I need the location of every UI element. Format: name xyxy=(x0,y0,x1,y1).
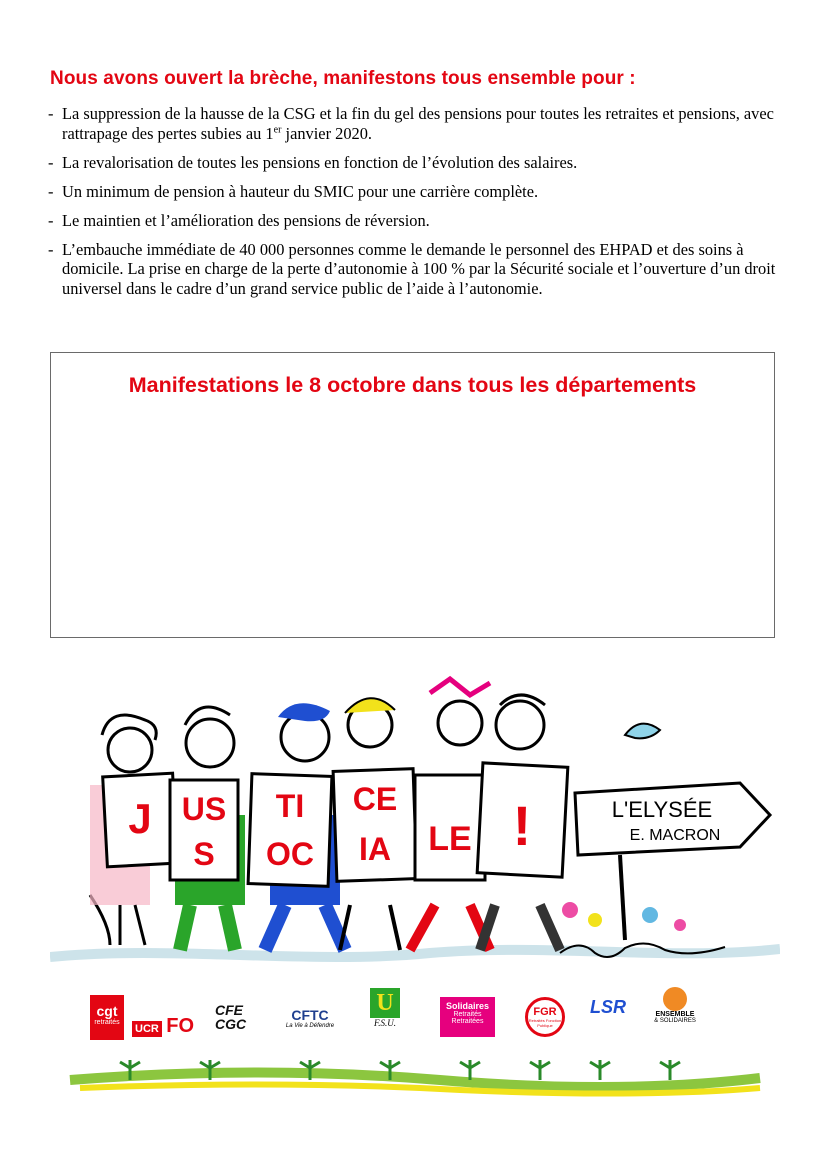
event-title: Manifestations le 8 octobre dans tous les départements xyxy=(128,373,697,397)
bullet-dash: - xyxy=(48,239,54,259)
bullet-dash: - xyxy=(48,152,54,172)
logo-text: CFTC xyxy=(291,1007,329,1023)
svg-text:CE: CE xyxy=(352,781,398,817)
sign-6 xyxy=(477,763,568,877)
demand-text: Un minimum de pension à hauteur du SMIC pour une carrière complète. xyxy=(62,181,539,201)
svg-text:LE: LE xyxy=(428,820,472,858)
svg-text:J: J xyxy=(128,795,152,842)
sign-5 xyxy=(415,775,485,880)
demand-superscript: er xyxy=(273,124,282,136)
protest-drawing xyxy=(50,665,780,985)
list-item xyxy=(48,153,788,173)
grass-decoration xyxy=(60,1040,770,1100)
event-box xyxy=(50,352,775,638)
svg-text:US: US xyxy=(181,791,227,827)
page-heading: Nous avons ouvert la brèche, manifestons tous ensemble pour : xyxy=(50,68,636,89)
logo-fgr xyxy=(525,997,565,1037)
logo-subtext: Retraités Fonction Publique xyxy=(528,1018,562,1028)
logo-text: CFE xyxy=(215,1002,243,1018)
logo-text: Solidaires xyxy=(445,1001,490,1011)
logo-subtext: retraités xyxy=(94,1019,120,1026)
elysee-signpost xyxy=(575,724,770,940)
demand-text: La suppression de la hausse de la CSG et la fin du gel des pensions pour toutes les retraites et pensions, avec rattrapage des pertes subies au 1 xyxy=(62,104,774,143)
logo-solidaires xyxy=(440,997,495,1037)
svg-text:TI: TI xyxy=(275,788,305,824)
logo-cgt xyxy=(90,995,124,1040)
svg-text:OC: OC xyxy=(266,836,314,872)
tree-icon xyxy=(663,987,687,1011)
list-item xyxy=(48,182,788,202)
demand-text: janvier 2020. xyxy=(281,123,373,143)
svg-text:IA: IA xyxy=(359,831,391,867)
bullet-dash: - xyxy=(48,210,54,230)
logo-ucr-fo xyxy=(132,1015,197,1037)
list-item xyxy=(48,104,788,143)
logo-text: LSR xyxy=(590,997,626,1017)
logo-text: U xyxy=(370,988,400,1018)
logo-text: ENSEMBLE xyxy=(655,1011,695,1018)
logo-cfe-cgc xyxy=(215,1003,270,1031)
svg-text:!: ! xyxy=(512,794,532,857)
signpost-line-2: E. MACRON xyxy=(629,827,721,844)
logo-subtext: F.S.U. xyxy=(373,1018,397,1028)
logo-subtext: La Vie à Défendre xyxy=(285,1023,335,1029)
bullet-dash: - xyxy=(48,181,54,201)
sign-4 xyxy=(333,769,417,882)
demands-list xyxy=(48,104,788,308)
signpost-line-1: L'ELYSÉE xyxy=(611,797,713,822)
svg-text:S: S xyxy=(193,836,215,872)
grass-icon xyxy=(60,1040,770,1100)
logo-subtext: FO xyxy=(166,1015,195,1037)
logo-text: FGR xyxy=(533,1006,557,1018)
logo-subtext: CGC xyxy=(215,1016,247,1032)
list-item xyxy=(48,211,788,231)
bullet-dash: - xyxy=(48,104,54,123)
logo-subtext: Retraités Retraitées xyxy=(451,1011,484,1025)
logo-lsr xyxy=(590,997,630,1035)
sign-3 xyxy=(248,774,332,887)
logo-cftc xyxy=(280,1007,340,1029)
sign-1 xyxy=(103,773,178,867)
demand-text: L’embauche immédiate de 40 000 personnes comme le demande le personnel des EHPAD et des soins à domicile. La prise en charge de la perte d’autonomie à 100 % par la Sécurité sociale et l’ouverture d’un droit universel dans le cadre d’un grand service public de l’aide à l’autonomie. xyxy=(62,239,776,298)
demand-text: La revalorisation de toutes les pensions en fonction de l’évolution des salaires. xyxy=(62,152,578,172)
logo-subtext: & SOLIDAIRES xyxy=(654,1018,696,1024)
demand-text: Le maintien et l’amélioration des pensions de réversion. xyxy=(62,210,430,230)
logo-text: UCR xyxy=(132,1021,162,1037)
protest-illustration xyxy=(50,665,780,985)
logo-ensemble-solidaires xyxy=(645,987,705,1024)
sign-2 xyxy=(170,780,238,880)
union-logos xyxy=(90,985,730,1045)
logo-text: cgt xyxy=(96,1003,118,1019)
list-item xyxy=(48,240,788,299)
logo-fsu xyxy=(365,988,405,1028)
